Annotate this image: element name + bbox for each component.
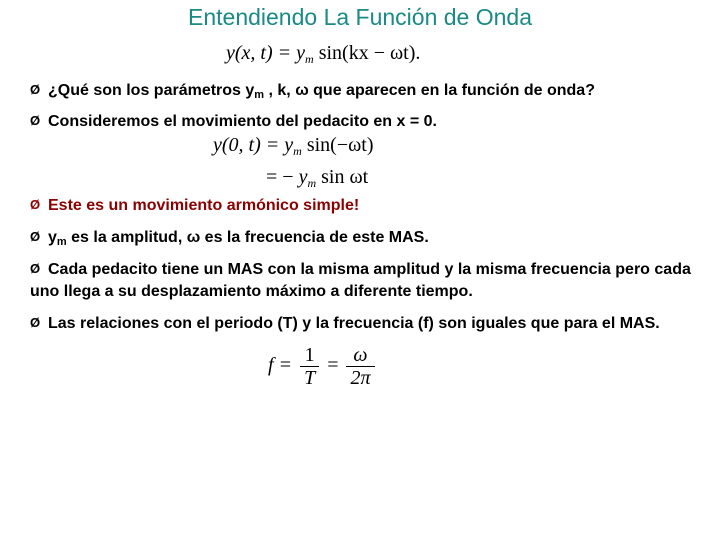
arrow-bullet-icon: Ø [30,315,41,330]
fraction-denominator: T [304,367,316,389]
bullet-text: y [48,229,57,246]
bullet-simple-harmonic [30,194,694,217]
bullet-each-piece-shm [30,258,694,303]
bullet-text: Este es un movimiento armónico simple! [48,197,360,214]
eq-rhs: sin(−ωt) [301,134,374,156]
fraction-omega-over-2pi [346,344,374,389]
eq-lhs: y(0, t) = [213,134,280,156]
eq-amplitude-symbol: y [298,166,308,188]
eq-rhs: sin ωt [316,166,369,188]
bullet-amplitude-frequency [30,226,694,253]
eq-amplitude-subscript: m [293,144,302,158]
eq-equals: = [327,354,339,377]
bullet-period-frequency [30,312,694,335]
eq-lhs: = − [266,166,294,188]
fraction-one-over-t [300,344,319,389]
fraction-denominator: 2π [350,367,371,389]
origin-equation-line-2 [266,166,368,191]
bullet-subscript: m [254,89,265,101]
bullet-text: , k, ω que aparecen en la función de onda? [264,82,595,99]
frequency-equation [268,344,378,389]
arrow-bullet-icon: Ø [30,82,41,97]
wave-function-equation [226,42,420,67]
bullet-text: Cada pedacito tiene un MAS con la misma amplitud y la misma frecuencia pero cada uno llega a su desplazamiento máximo a diferente tiempo. [30,261,691,300]
eq-lhs: f = [268,354,293,377]
bullet-subscript: m [56,236,67,248]
arrow-bullet-icon: Ø [30,229,41,244]
fraction-numerator: ω [346,344,374,367]
eq-lhs: y(x, t) = [226,42,292,64]
origin-equation-line-1 [213,134,373,159]
bullet-text: ¿Qué son los parámetros y [48,82,255,99]
bullet-consider-origin [30,110,694,133]
arrow-bullet-icon: Ø [30,261,41,276]
arrow-bullet-icon: Ø [30,197,41,212]
bullet-text: Consideremos el movimiento del pedacito en x = 0. [48,113,437,130]
slide-title: Entendiendo La Función de Onda [188,4,532,30]
eq-amplitude-symbol: y [296,42,306,64]
arrow-bullet-icon: Ø [30,113,41,128]
eq-amplitude-subscript: m [305,52,314,66]
eq-amplitude-symbol: y [284,134,294,156]
fraction-numerator: 1 [300,344,319,367]
bullet-text: es la amplitud, ω es la frecuencia de este MAS. [66,229,429,246]
bullet-text: Las relaciones con el periodo (T) y la frecuencia (f) son iguales que para el MAS. [48,315,660,332]
eq-amplitude-subscript: m [307,176,317,190]
eq-rhs: sin(kx − ωt). [313,42,421,64]
bullet-question-parameters [30,79,694,106]
